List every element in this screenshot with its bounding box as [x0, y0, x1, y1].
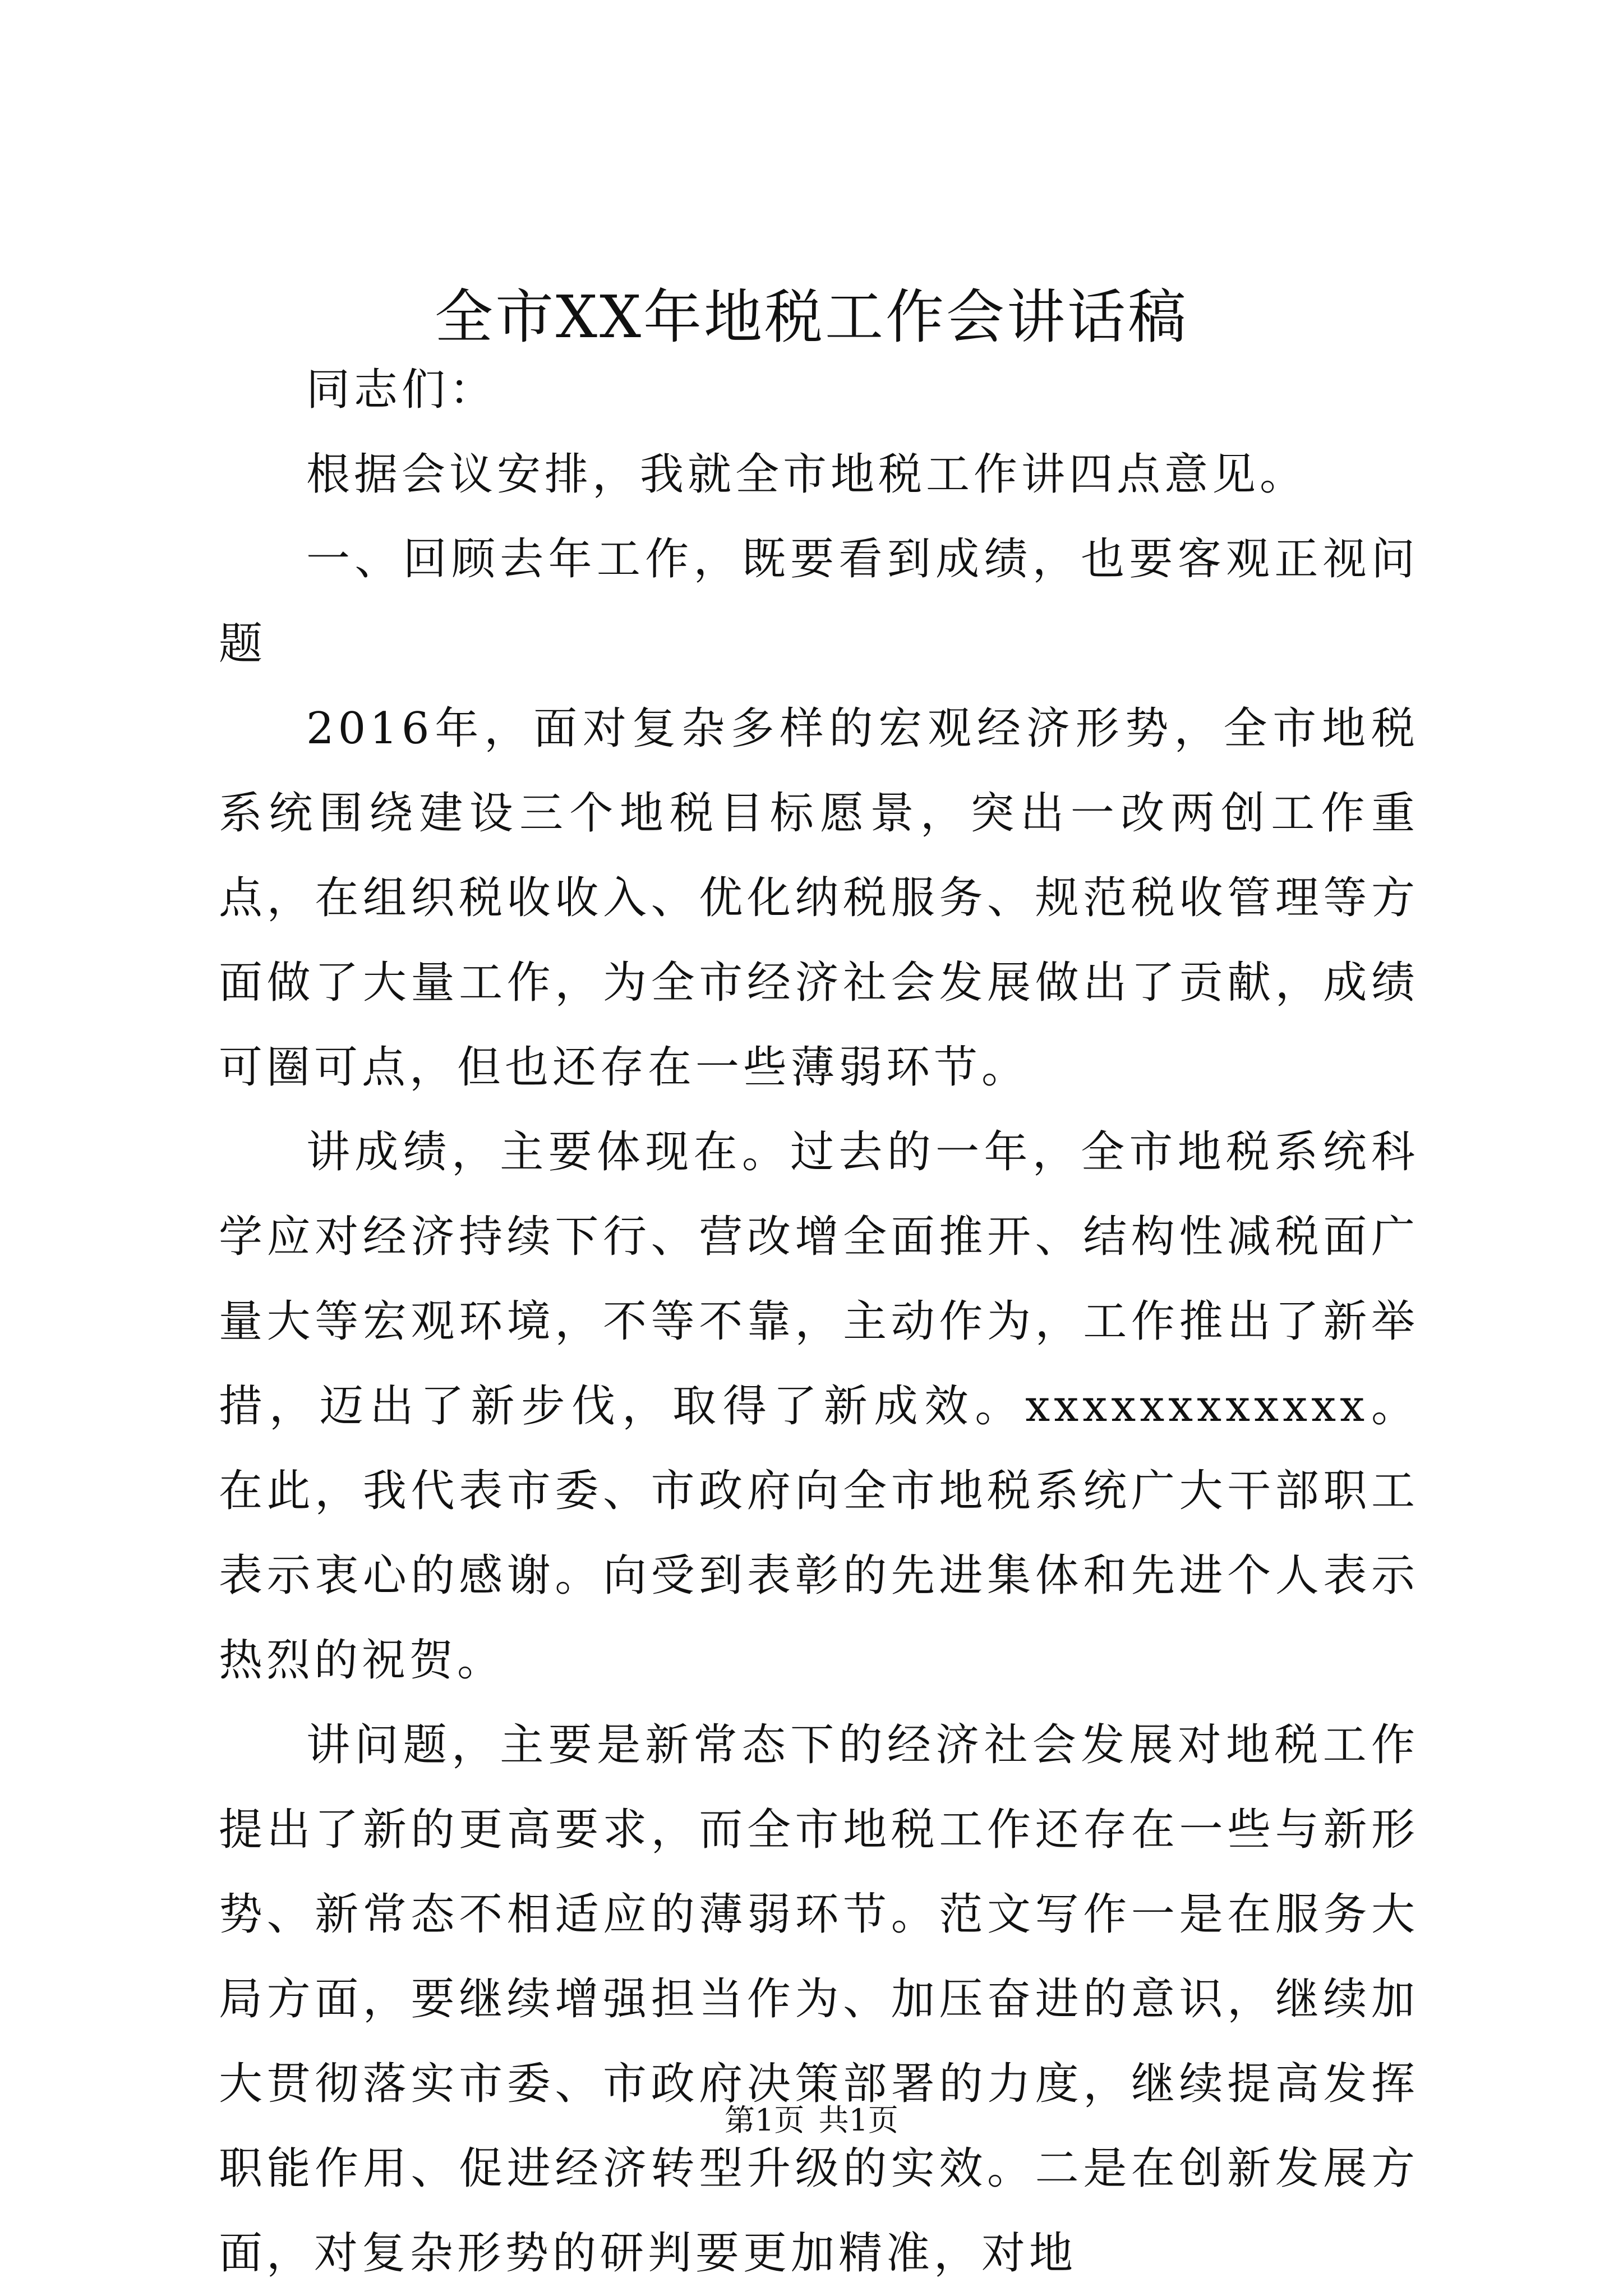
document-title: 全市XX年地税工作会讲话稿	[434, 283, 1189, 351]
section-heading-1: 一、回顾去年工作，既要看到成绩，也要客观正视问题	[219, 534, 1419, 669]
document-body	[219, 348, 1419, 2296]
page-number-total: 共1页	[818, 2102, 898, 2138]
page-number-current: 第1页	[725, 2102, 805, 2138]
paragraph-problems: 讲问题，主要是新常态下的经济社会发展对地税工作提出了新的更高要求，而全市地税工作还存在一些与新形势、新常态不相适应的薄弱环节。范文写作一是在服务大局方面，要继续增强担当作为、加压奋进的意识，继续加大贯彻落实市委、市政府决策部署的力度，继续提高发挥职能作用、促进经济转型升级的实效。二是在创新发展方面，对复杂形势的研判要更加精准，对地	[219, 1720, 1419, 2279]
paragraph-intro: 根据会议安排，我就全市地税工作讲四点意见。	[306, 449, 1308, 500]
page-footer	[0, 2101, 1623, 2140]
paragraph-achievements: 讲成绩，主要体现在。过去的一年，全市地税系统科学应对经济持续下行、营改增全面推开、结构性减税面广量大等宏观环境，不等不靠，主动作为，工作推出了新举措，迈出了新步伐，取得了新成效。xxxxxxxxxxxx。在此，我代表市委、市政府向全市地税系统广大干部职工表示衷心的感谢。向受到表彰的先进集体和先进个人表示热烈的祝贺。	[219, 1127, 1419, 1686]
paragraph-overview: 2016年，面对复杂多样的宏观经济形势，全市地税系统围绕建设三个地税目标愿景，突出一改两创工作重点，在组织税收收入、优化纳税服务、规范税收管理等方面做了大量工作，为全市经济社会发展做出了贡献，成绩可圈可点，但也还存在一些薄弱环节。	[219, 703, 1419, 1093]
paragraph-salutation: 同志们：	[306, 365, 497, 415]
